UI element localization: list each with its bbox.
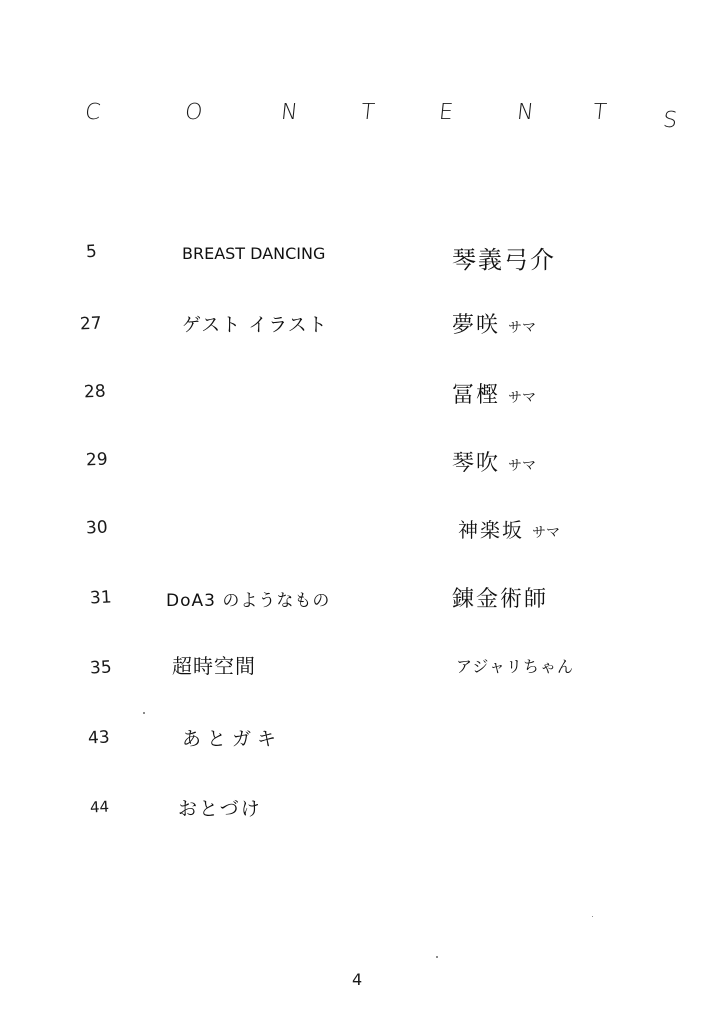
toc-entry-title: 超時空間 [172,654,256,678]
toc-entry [0,724,720,764]
author-honorific: サマ [508,458,537,474]
toc-page-number: 5 [85,241,98,263]
author-name: 神楽坂 [458,518,524,542]
heading-letter: N [515,100,535,125]
author-name: 錬金術師 [452,587,549,612]
toc-page-number: 44 [89,797,110,817]
page-folio-number: 4 [352,970,363,989]
heading-letter: N [279,100,299,125]
toc-entry-author [456,654,582,677]
toc-entry [0,584,720,624]
toc-entry-title: おとづけ [178,798,262,820]
toc-entry-author [458,514,560,543]
heading-letter: O [183,100,204,125]
toc-entry-title: BREAST DANCING [182,244,326,263]
toc-entry [0,794,720,834]
toc-entry [0,310,720,350]
author-name: 夢咲 [452,313,501,338]
heading-letter: T [359,100,376,125]
author-name: 琴吹 [452,451,501,476]
heading-letter: C [83,100,102,125]
toc-page-number: 35 [89,657,113,679]
heading-letter: T [591,100,608,125]
toc-entry-author [452,308,536,339]
author-name: アジャリちゃん [456,657,575,676]
paper-speck [143,712,145,714]
toc-entry [0,650,720,690]
toc-entry [0,240,720,280]
toc-entry [0,378,720,418]
toc-entry-author [452,724,460,749]
toc-entry-author [452,378,536,409]
toc-entry [0,446,720,486]
toc-entry-author [452,582,556,613]
toc-page-number: 28 [83,381,107,403]
toc-entry [0,514,720,554]
toc-entry-title: あとガキ [182,728,283,750]
heading-letter: S [661,108,679,133]
author-honorific: サマ [532,525,560,541]
toc-page-number: 29 [85,449,109,471]
toc-page-number: 30 [85,517,109,539]
toc-entry-title: DoA3 のようなもの [166,591,331,611]
paper-speck [592,916,593,917]
author-honorific: サマ [508,320,537,336]
author-name: 琴義弓介 [452,246,556,274]
toc-entry-title: ゲスト イラスト [182,314,328,336]
toc-entry-author [452,240,564,275]
toc-entry-author [452,794,460,819]
toc-page-number: 31 [89,587,113,609]
author-name: 冨樫 [452,383,501,408]
toc-page-number: 27 [79,313,103,335]
paper-speck [436,956,438,958]
author-honorific: サマ [508,390,537,406]
toc-entry-author [452,446,536,477]
heading-letter: E [437,100,455,125]
toc-page-number: 43 [87,727,111,749]
